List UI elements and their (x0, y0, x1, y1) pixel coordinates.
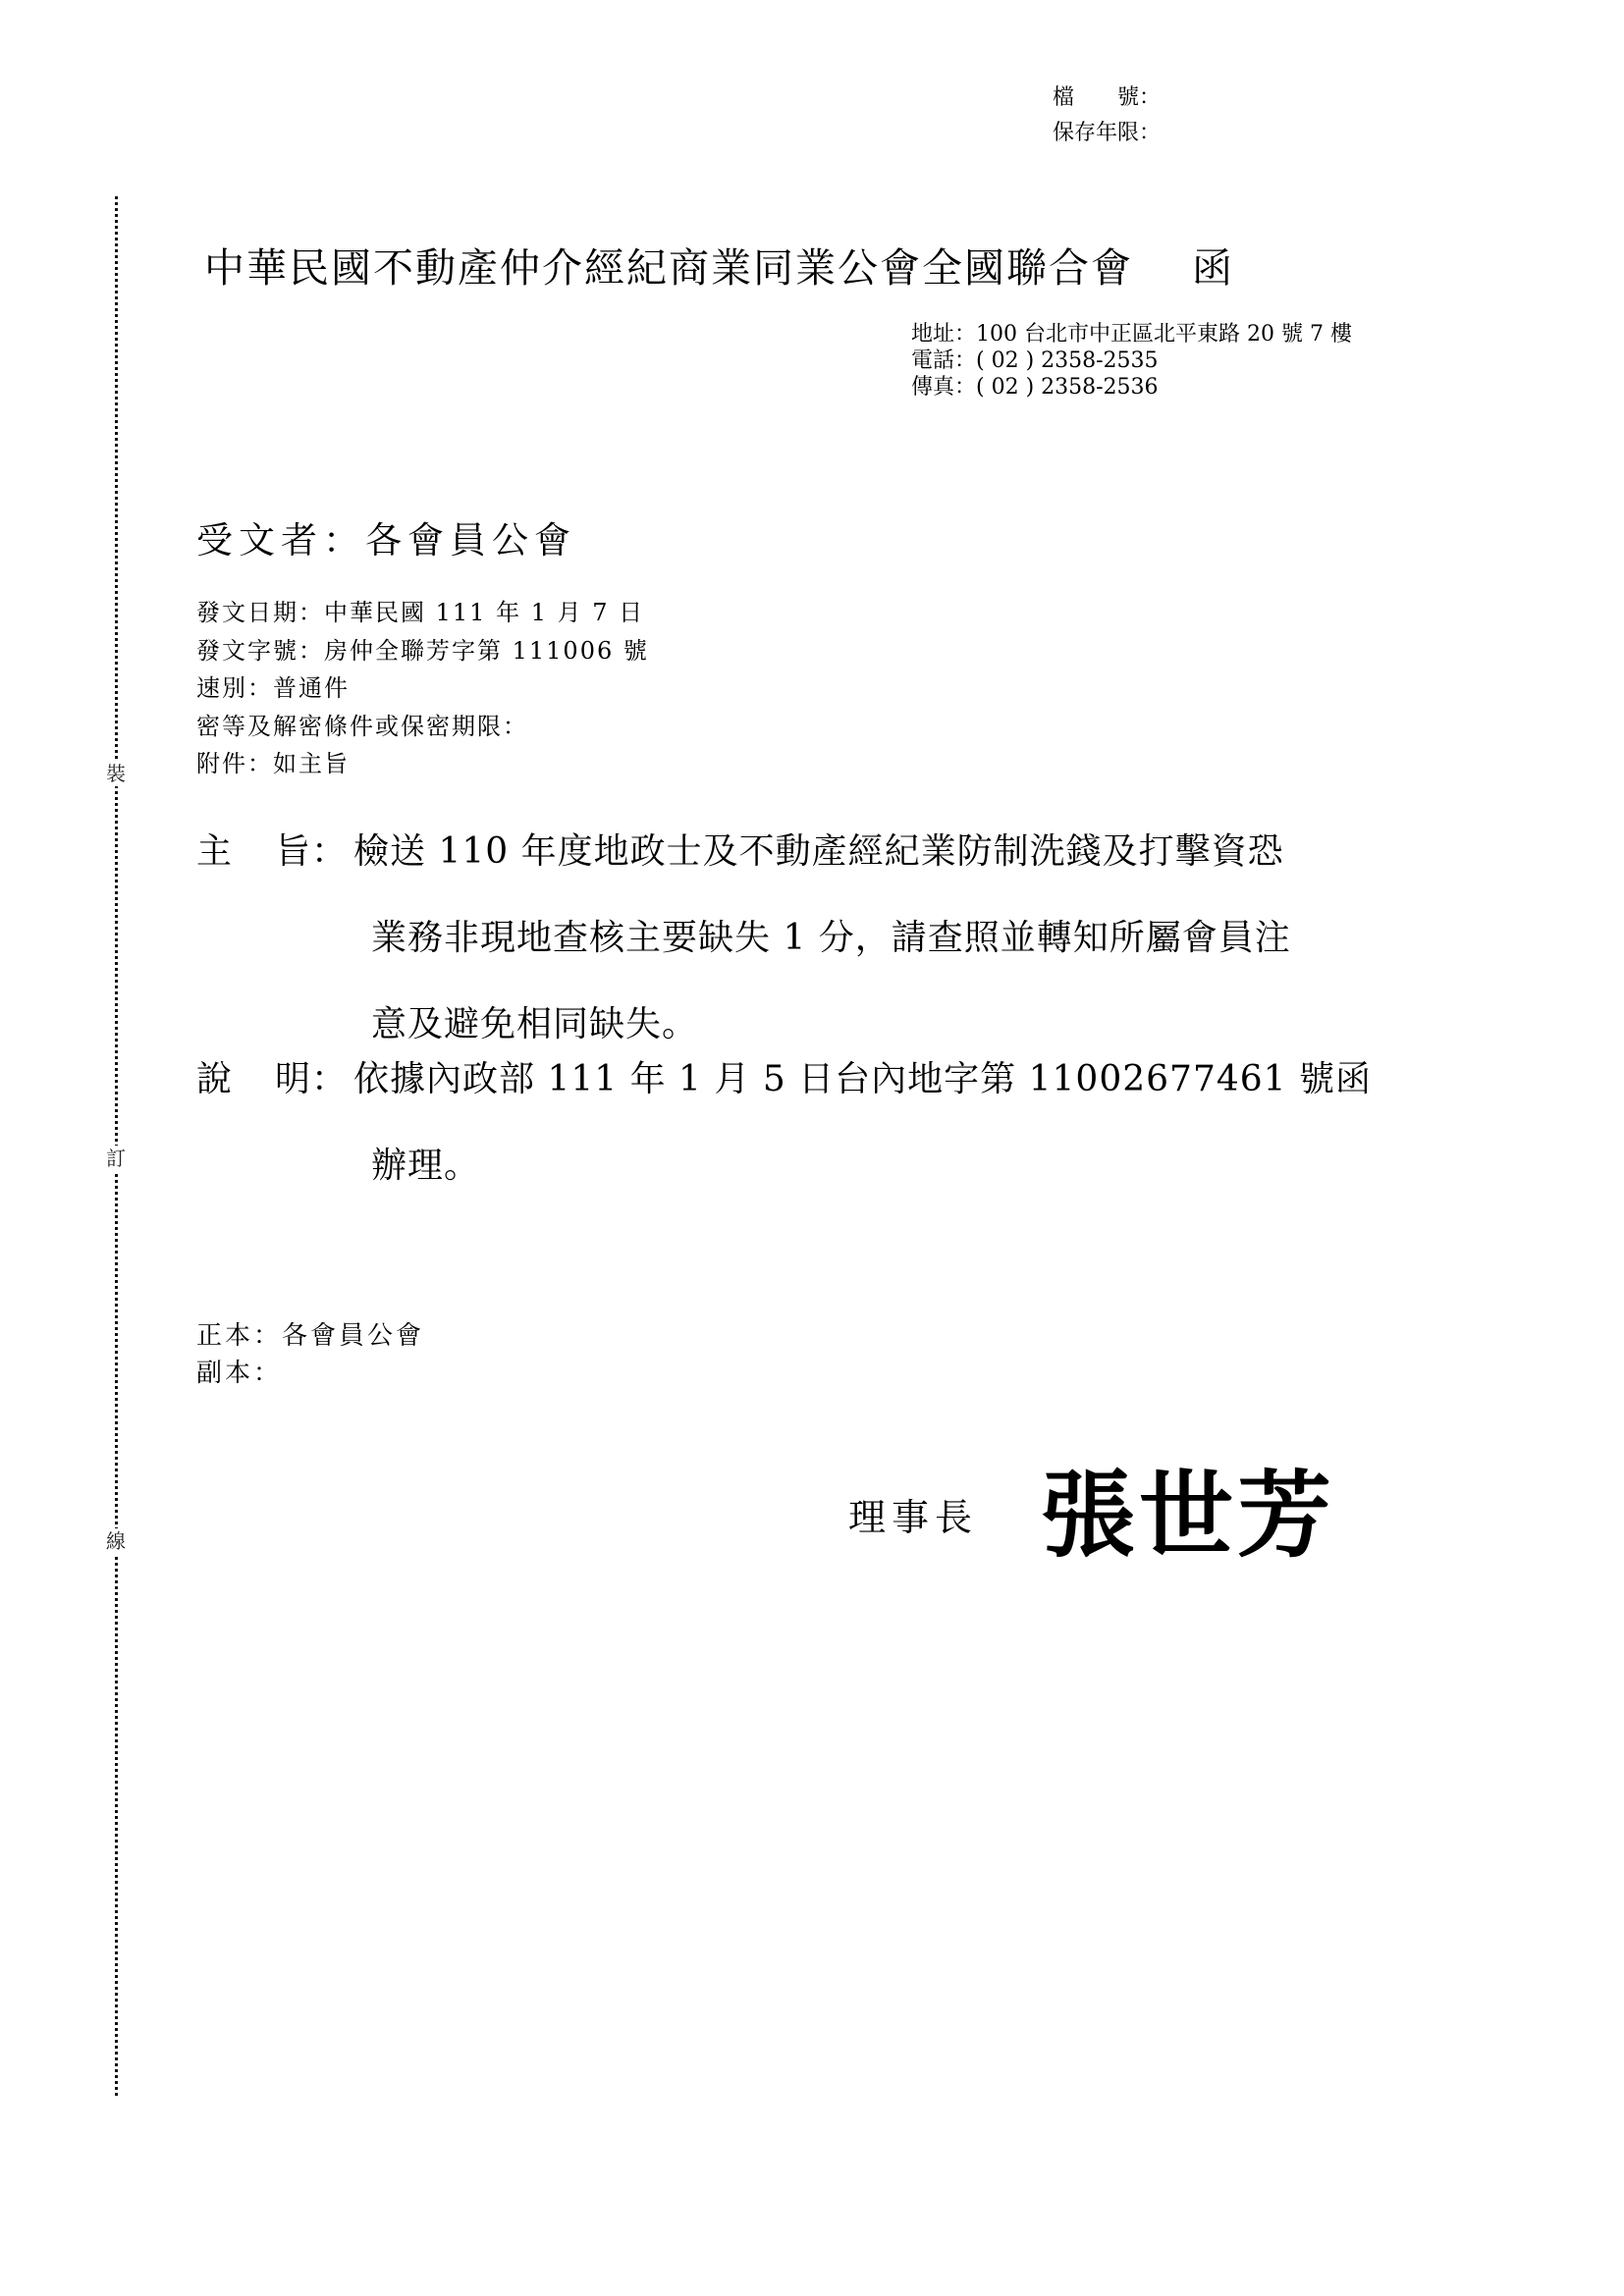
retention-row (1053, 116, 1161, 151)
document-title (204, 236, 1234, 294)
explanation-section (196, 1050, 1372, 1223)
explanation-line-1 (196, 1050, 1372, 1137)
signature-name: 張世芳 (1041, 1461, 1335, 1571)
issue-date: 發文日期：中華民國 111 年 1 月 7 日 (196, 599, 645, 626)
binding-char-zhuang: 裝 (101, 761, 131, 786)
recipient (196, 510, 576, 563)
explanation-text-1: 依據內政部 111 年 1 月 5 日台內地字第 11002677461 號函 (353, 1059, 1373, 1099)
fax: 傳真：( 02 ) 2358-2536 (911, 375, 1159, 400)
meta-fields (196, 594, 649, 783)
subject-heading: 主 旨： (196, 831, 349, 872)
subject-line-2: 業務非現地查核主要缺失 1 分，請查照並轉知所屬會員注 (371, 918, 1291, 958)
file-number-label: 檔 號： (1053, 85, 1162, 110)
retention-label: 保存年限： (1053, 121, 1162, 145)
recipient-label: 受文者： (196, 519, 365, 561)
contact-block (911, 321, 1352, 400)
subject-text-1: 檢送 110 年度地政士及不動產經紀業防制洗錢及打擊資恐 (353, 831, 1284, 872)
organization-name: 中華民國不動產仲介經紀商業同業公會全國聯合會 (204, 244, 1133, 292)
recipient-value: 各會員公會 (365, 519, 576, 561)
issue-number: 發文字號：房仲全聯芳字第 111006 號 (196, 636, 649, 665)
classification: 密等及解密條件或保密期限： (196, 712, 528, 740)
speed-category: 速別：普通件 (196, 674, 350, 702)
explanation-line-2: 辦理。 (371, 1146, 481, 1186)
file-info (1053, 80, 1161, 151)
attachment: 附件：如主旨 (196, 750, 350, 777)
copy-recipients: 副本： (196, 1359, 283, 1388)
document-type: 函 (1192, 244, 1234, 292)
binding-char-xian: 線 (101, 1528, 131, 1554)
subject-line-1 (196, 823, 1291, 909)
subject-line-3: 意及避免相同缺失。 (371, 1004, 699, 1044)
original-recipients: 正本：各會員公會 (196, 1321, 425, 1351)
subject-section (196, 823, 1291, 1082)
file-number-row (1053, 80, 1161, 116)
distribution (196, 1317, 424, 1392)
binding-char-ding: 訂 (101, 1146, 131, 1171)
phone: 電話：( 02 ) 2358-2535 (911, 348, 1159, 373)
signer-title: 理事長 (848, 1496, 979, 1539)
address: 地址：100 台北市中正區北平東路 20 號 7 樓 (911, 322, 1352, 347)
explanation-heading: 說 明： (196, 1059, 349, 1099)
